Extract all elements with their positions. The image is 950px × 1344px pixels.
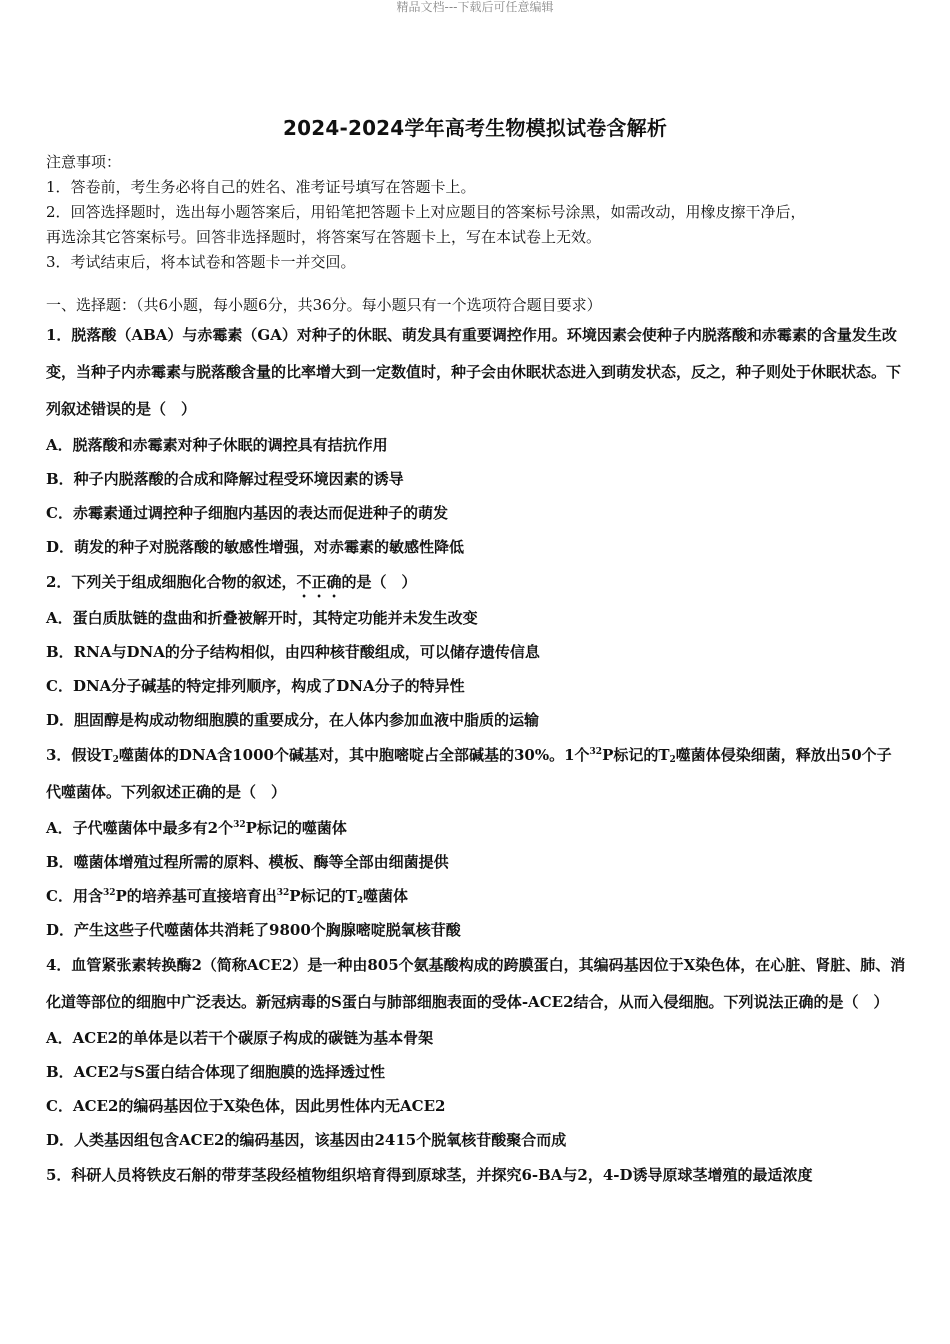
question-1-option-b: B．种子内脱落酸的合成和降解过程受环境因素的诱导 (46, 470, 404, 488)
question-3-option-c: C．用含$^{32}$P的培养基可直接培育出$^{32}$P标记的$T_2$噬菌体 (46, 887, 409, 906)
question-5-stem: 5．科研人员将铁皮石斛的带芽茎段经植物组织培育得到原球茎，并探究6-BA与2，4-D诱导原球茎增殖的最适浓度 (46, 1166, 813, 1184)
question-2-option-b: B．RNA与DNA的分子结构相似，由四种核苷酸组成，可以储存遗传信息 (46, 643, 540, 661)
question-4 (46, 947, 906, 1157)
notice-section (46, 150, 906, 275)
emphasis-text: 不正确 (296, 573, 342, 591)
question-2-option-c: C．DNA分子碱基的特定排列顺序，构成了DNA分子的特异性 (46, 677, 465, 695)
notice-item-1: 1．答卷前，考生务必将自己的姓名、准考证号填写在答题卡上。 (46, 178, 476, 196)
question-3-option-d: D．产生这些子代噬菌体共消耗了9800个胸腺嘧啶脱氧核苷酸 (46, 921, 461, 939)
document-body (46, 150, 906, 1194)
question-1-option-a: A．脱落酸和赤霉素对种子休眠的调控具有拮抗作用 (46, 436, 388, 454)
question-1-option-d: D．萌发的种子对脱落酸的敏感性增强，对赤霉素的敏感性降低 (46, 538, 465, 556)
question-3 (46, 737, 906, 947)
question-3-option-a: A．子代噬菌体中最多有2个$^{32}$P标记的噬菌体 (46, 819, 347, 837)
question-2-stem: 2．下列关于组成细胞化合物的叙述，不正确的是（ ） (46, 573, 417, 591)
watermark: 精品文档---下载后可任意编辑 (396, 0, 554, 14)
section-heading: 一、选择题：（共6小题，每小题6分，共36分。每小题只有一个选项符合题目要求） (46, 296, 602, 314)
question-2 (46, 564, 906, 737)
question-1-option-c: C．赤霉素通过调控种子细胞内基因的表达而促进种子的萌发 (46, 504, 448, 522)
question-3-option-b: B．噬菌体增殖过程所需的原料、模板、酶等全部由细菌提供 (46, 853, 449, 871)
question-4-option-d: D．人类基因组包含ACE2的编码基因，该基因由2415个脱氧核苷酸聚合而成 (46, 1131, 567, 1149)
question-4-option-c: C．ACE2的编码基因位于X染色体，因此男性体内无ACE2 (46, 1097, 446, 1115)
page-title: 2024-2024学年高考生物模拟试卷含解析 (282, 116, 668, 140)
question-4-option-a: A．ACE2的单体是以若干个碳原子构成的碳链为基本骨架 (46, 1029, 434, 1047)
question-4-option-b: B．ACE2与S蛋白结合体现了细胞膜的选择透过性 (46, 1063, 385, 1081)
notice-item-2-cont: 再选涂其它答案标号。回答非选择题时，将答案写在答题卡上，写在本试卷上无效。 (46, 228, 602, 246)
question-1-stem: 1．脱落酸（ABA）与赤霉素（GA）对种子的休眠、萌发具有重要调控作用。环境因素会使种子内脱落酸和赤霉素的含量发生改变，当种子内赤霉素与脱落酸含量的比率增大到一定数值时，种子会由休眠状态进入到萌发状态，反之，种子则处于休眠状态。下列叙述错误的是（ ） (46, 326, 902, 418)
question-4-stem: 4．血管紧张素转换酶2（简称ACE2）是一种由805个氨基酸构成的跨膜蛋白，其编码基因位于X染色体，在心脏、肾脏、肺、消化道等部位的细胞中广泛表达。新冠病毒的S蛋白与肺部细胞表面的受体-ACE2结合，从而入侵细胞。下列说法正确的是（ ） (46, 956, 906, 1011)
question-1 (46, 317, 906, 564)
notice-item-3: 3．考试结束后，将本试卷和答题卡一并交回。 (46, 253, 356, 271)
question-5 (46, 1157, 906, 1194)
question-2-option-d: D．胆固醇是构成动物细胞膜的重要成分，在人体内参加血液中脂质的运输 (46, 711, 540, 729)
question-2-option-a: A．蛋白质肽链的盘曲和折叠被解开时，其特定功能并未发生改变 (46, 609, 478, 627)
notice-heading: 注意事项： (46, 153, 122, 171)
notice-item-2: 2．回答选择题时，选出每小题答案后，用铅笔把答题卡上对应题目的答案标号涂黑，如需改动，用橡皮擦干净后， (46, 203, 806, 221)
question-3-stem: 3．假设$T_2$噬菌体的DNA含1000个碱基对，其中胞嘧啶占全部碱基的30%。1个$^{32}$P标记的$T_2$噬菌体侵染细菌，释放出50个子代噬菌体。下列叙述正确的是（ ） (46, 746, 892, 801)
